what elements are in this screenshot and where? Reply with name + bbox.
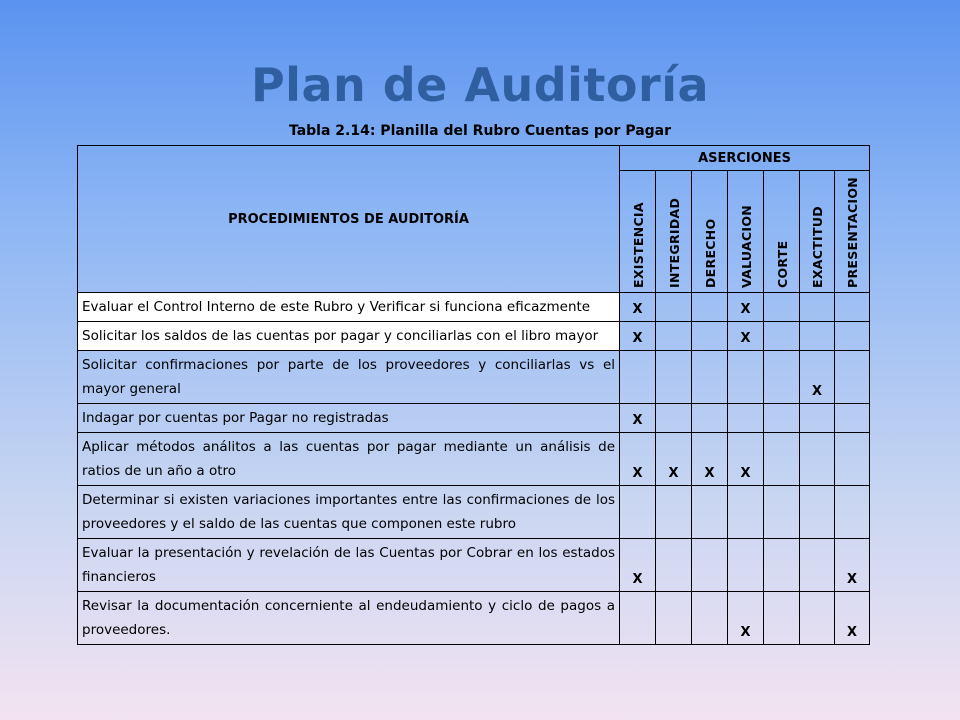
assertion-mark: X: [800, 351, 835, 404]
procedure-text: Evaluar el Control Interno de este Rubro y Verificar si funciona eficazmente: [78, 293, 620, 322]
assertion-mark: X: [728, 293, 764, 322]
assertion-mark: [835, 486, 870, 539]
assertion-mark: [835, 322, 870, 351]
assertion-mark: [692, 404, 728, 433]
assertion-mark: [800, 404, 835, 433]
assertion-mark: [692, 322, 728, 351]
table-caption: Tabla 2.14: Planilla del Rubro Cuentas por Pagar: [288, 123, 672, 139]
assertion-mark: [656, 539, 692, 592]
assertion-mark: [728, 404, 764, 433]
table-row: [78, 486, 870, 539]
table-row: [78, 592, 870, 645]
assertion-mark: X: [835, 539, 870, 592]
assertion-mark: [764, 486, 800, 539]
assertion-mark: [692, 486, 728, 539]
assertion-mark: [728, 486, 764, 539]
column-header: EXACTITUD: [800, 171, 835, 293]
table-row: [78, 351, 870, 404]
audit-table: [77, 145, 870, 645]
procedure-text: Revisar la documentación concerniente al endeudamiento y ciclo de pagos a proveedores.: [78, 592, 620, 645]
table-row: [78, 322, 870, 351]
column-header: DERECHO: [692, 171, 728, 293]
assertion-mark: X: [620, 404, 656, 433]
assertion-mark: X: [728, 592, 764, 645]
procedure-text: Solicitar los saldos de las cuentas por pagar y conciliarlas con el libro mayor: [78, 322, 620, 351]
assertion-mark: [764, 293, 800, 322]
assertion-mark: [800, 592, 835, 645]
assertion-mark: [656, 293, 692, 322]
assertion-mark: [656, 404, 692, 433]
assertion-mark: [800, 539, 835, 592]
assertion-mark: [800, 433, 835, 486]
column-header: CORTE: [764, 171, 800, 293]
assertion-mark: [620, 351, 656, 404]
assertion-mark: X: [620, 433, 656, 486]
assertion-mark: [835, 404, 870, 433]
column-header: EXISTENCIA: [620, 171, 656, 293]
assertion-mark: [728, 539, 764, 592]
assertion-mark: [764, 351, 800, 404]
assertion-mark: X: [620, 293, 656, 322]
assertion-mark: [656, 592, 692, 645]
assertion-mark: [692, 539, 728, 592]
procedure-text: Evaluar la presentación y revelación de las Cuentas por Cobrar en los estados financieros: [78, 539, 620, 592]
assertion-mark: X: [656, 433, 692, 486]
assertion-mark: [764, 322, 800, 351]
assertion-mark: [692, 592, 728, 645]
assertion-mark: X: [620, 322, 656, 351]
assertion-mark: [800, 293, 835, 322]
assertion-mark: [656, 322, 692, 351]
column-header: PRESENTACION: [835, 171, 870, 293]
assertion-mark: [764, 404, 800, 433]
table-row: [78, 293, 870, 322]
column-header: VALUACION: [728, 171, 764, 293]
slide-title: Plan de Auditoría: [250, 58, 710, 112]
assertion-mark: [800, 322, 835, 351]
assertion-mark: [656, 486, 692, 539]
assertion-mark: X: [692, 433, 728, 486]
assertion-mark: X: [728, 322, 764, 351]
assertion-mark: [620, 486, 656, 539]
assertion-mark: X: [835, 592, 870, 645]
assertion-mark: [835, 351, 870, 404]
table-row: [78, 404, 870, 433]
assertion-mark: [835, 293, 870, 322]
assertion-mark: [692, 351, 728, 404]
assertion-mark: [728, 351, 764, 404]
assertion-mark: [764, 539, 800, 592]
assertion-mark: X: [620, 539, 656, 592]
procedures-header: PROCEDIMIENTOS DE AUDITORÍA: [78, 146, 620, 293]
column-header: INTEGRIDAD: [656, 171, 692, 293]
assertion-mark: [800, 486, 835, 539]
assertion-mark: [656, 351, 692, 404]
table-row: [78, 433, 870, 486]
assertion-mark: [692, 293, 728, 322]
assertion-mark: X: [728, 433, 764, 486]
procedure-text: Indagar por cuentas por Pagar no registradas: [78, 404, 620, 433]
assertion-mark: [764, 592, 800, 645]
assertions-header: ASERCIONES: [620, 146, 870, 171]
table-row: [78, 539, 870, 592]
assertion-mark: [764, 433, 800, 486]
assertion-mark: [620, 592, 656, 645]
procedure-text: Solicitar confirmaciones por parte de los proveedores y conciliarlas vs el mayor general: [78, 351, 620, 404]
assertion-mark: [835, 433, 870, 486]
procedure-text: Aplicar métodos análitos a las cuentas por pagar mediante un análisis de ratios de un año a otro: [78, 433, 620, 486]
procedure-text: Determinar si existen variaciones importantes entre las confirmaciones de los proveedores y el saldo de las cuentas que componen este rubro: [78, 486, 620, 539]
